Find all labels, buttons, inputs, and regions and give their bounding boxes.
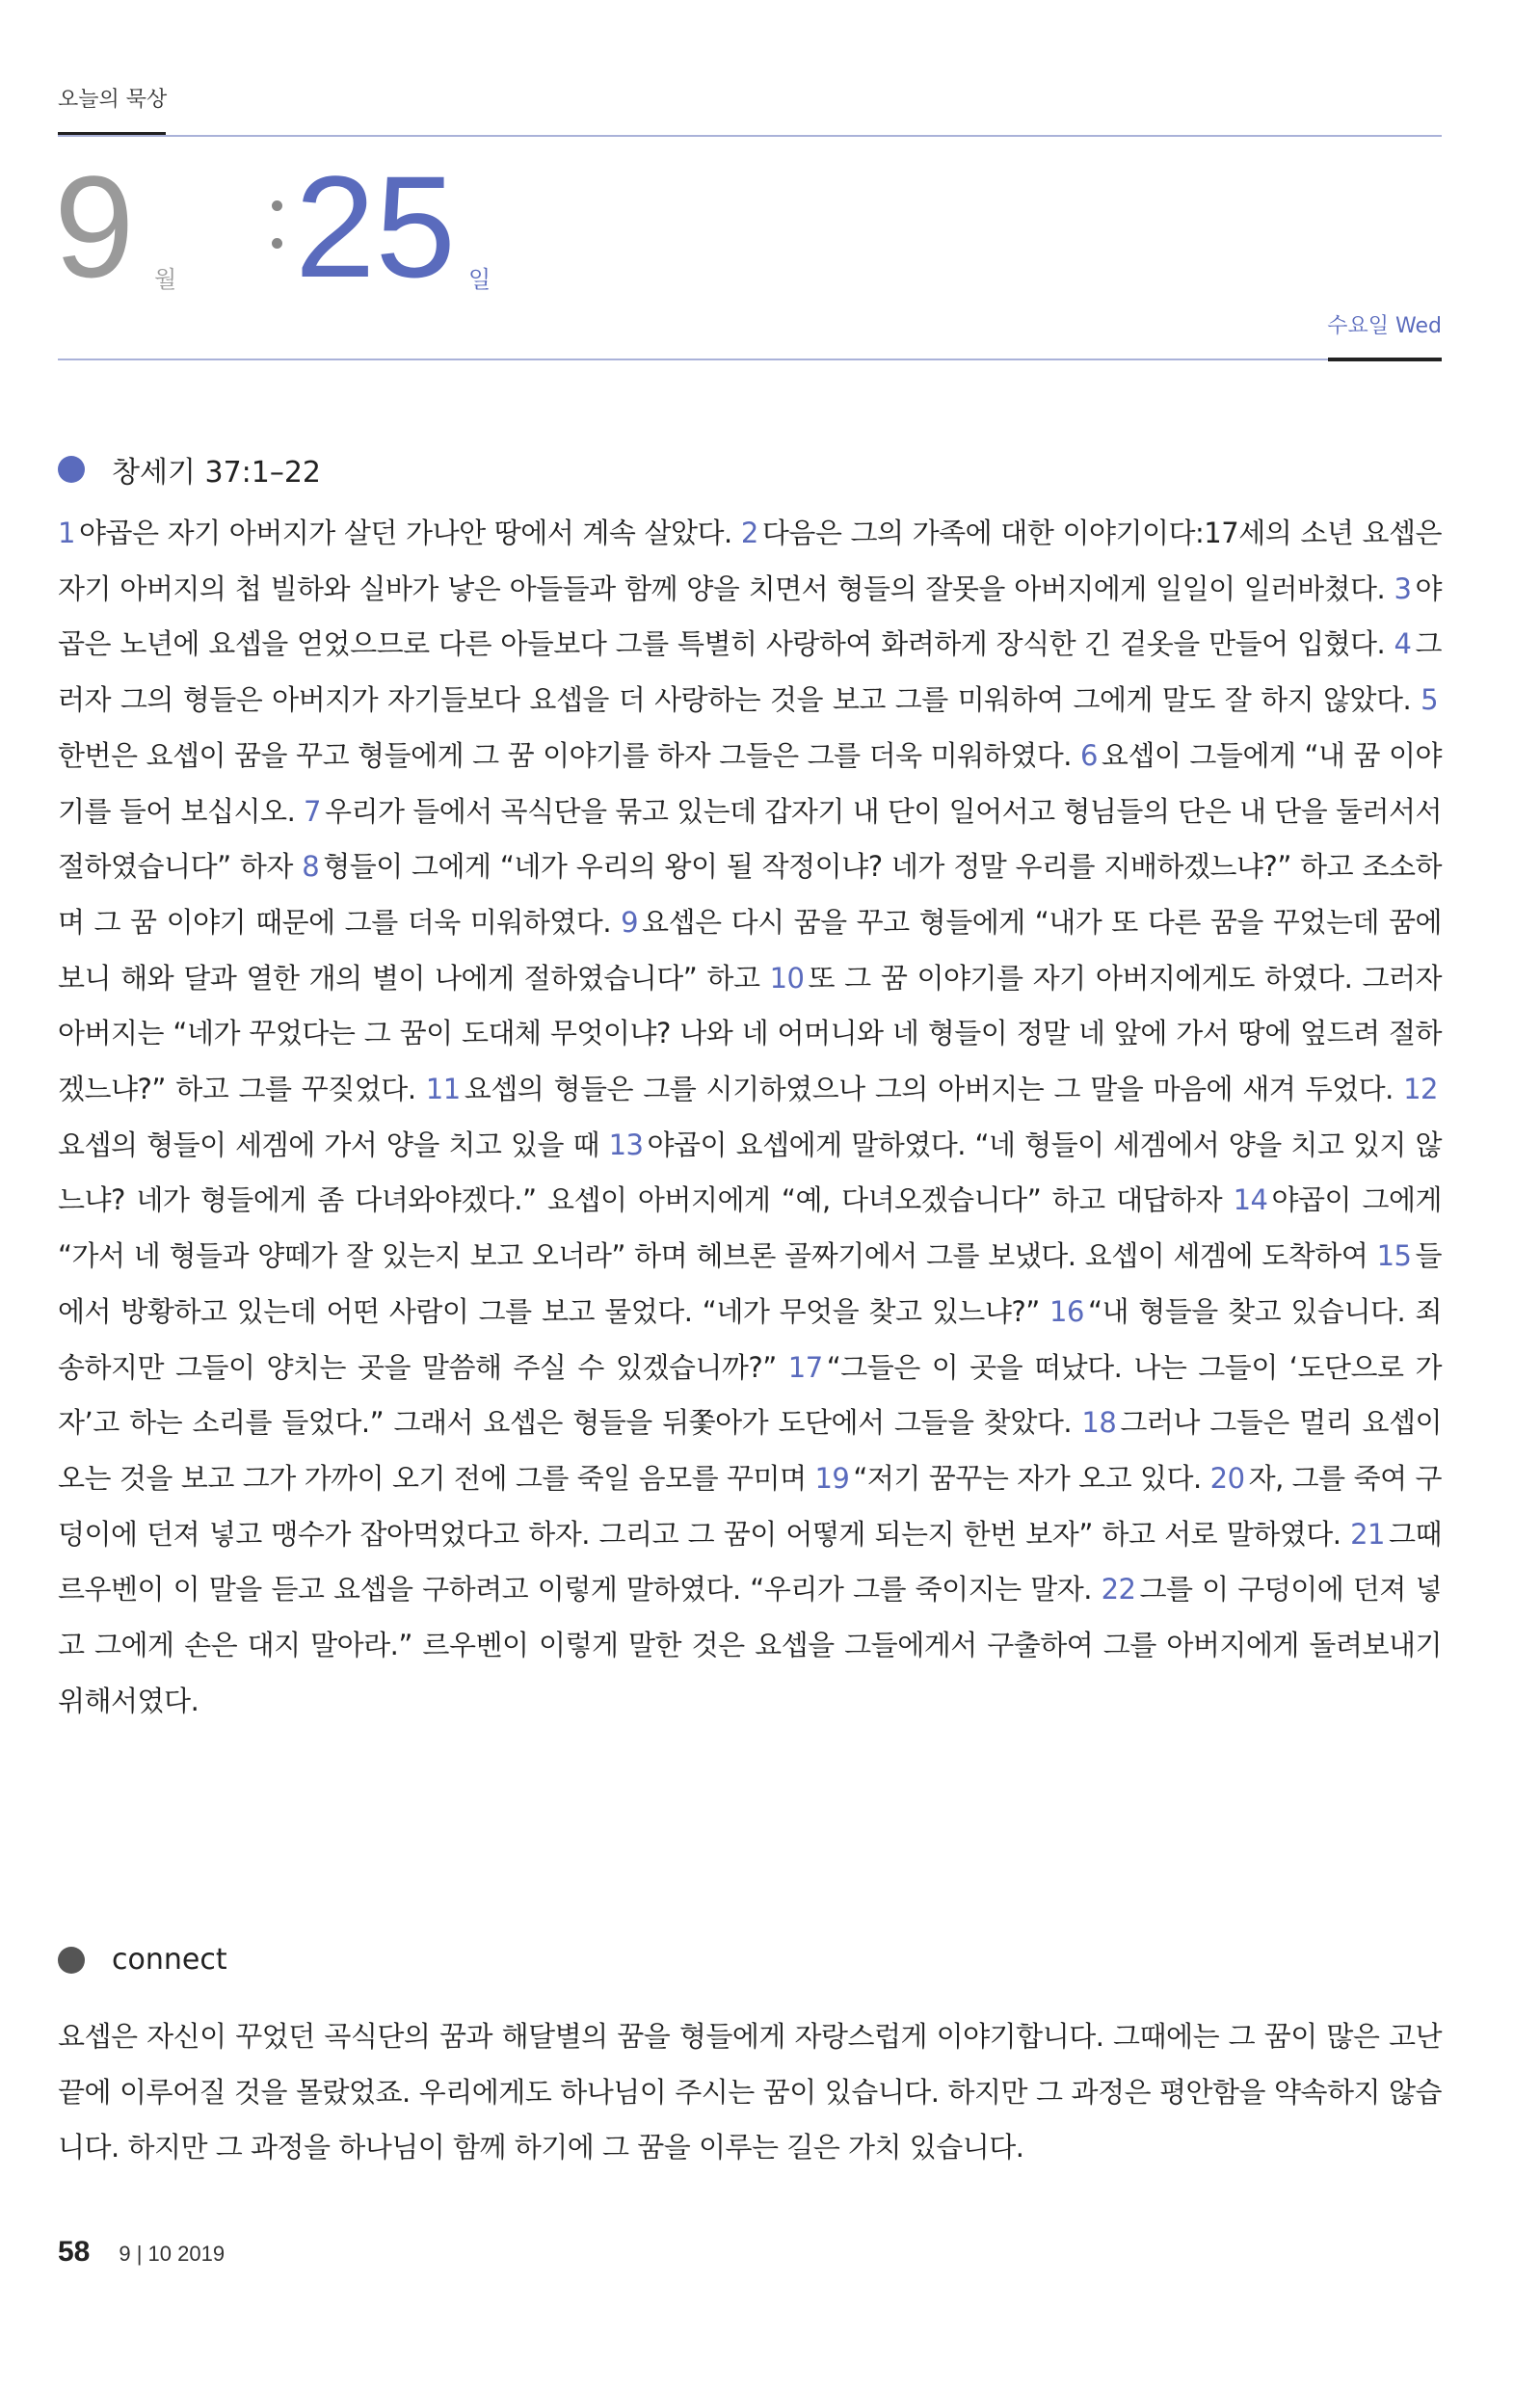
verse-number: 11 [425,1073,461,1106]
verse-text: 야곱이 요셉에게 말하였다. “네 형들이 세겜에서 양을 치고 있지 않느냐? 네가 형들에게 좀 다녀와야겠다.” 요셉이 아버지에게 “예, 다녀오겠습니다” 하고 대답하자 [58,1128,1443,1217]
verse-text: 요셉은 다시 꿈을 꾸고 형들에게 “내가 또 다른 꿈을 꾸었는데 꿈에 보니 해와 달과 열한 개의 별이 나에게 절하였습니다” 하고 [58,905,1443,995]
verse-number: 22 [1101,1573,1136,1607]
verse-text: “내 형들을 찾고 있습니다. 죄송하지만 그들이 양치는 곳을 말씀해 주실 수 있겠습니까?” [58,1294,1442,1384]
verse [814,1462,1201,1495]
verse-text: 요셉이 그들에게 “내 꿈 이야기를 들어 보십시오. [58,738,1442,828]
verse-text: 형들이 그에게 “네가 우리의 왕이 될 작정이냐? 네가 정말 우리를 지배하겠느냐?” 하고 조소하며 그 꿈 이야기 때문에 그를 더욱 미워하였다. [58,850,1443,939]
verse-number: 18 [1081,1406,1117,1440]
verse-number: 20 [1209,1461,1245,1495]
verse-number: 4 [1394,627,1412,661]
verse [58,517,732,549]
verse-number: 5 [1421,683,1439,717]
verse-text: “저기 꿈꾸는 자가 오고 있다. [853,1461,1202,1495]
bullet-dot-icon [58,1947,85,1974]
issue-date: 9 | 10 2019 [119,2242,226,2266]
verse-number: 2 [740,517,758,549]
date-day: 25 [295,146,456,307]
verse-number: 19 [814,1461,850,1495]
verse-text: 우리가 들에서 곡식단을 묶고 있는데 갑자기 내 단이 일어서고 형님들의 단은 내 단을 둘러서서 절하였습니다” 하자 [58,794,1442,884]
top-rule [58,135,1442,137]
verse-text: 야곱은 자기 아버지가 살던 가나안 땅에서 계속 살았다. [78,517,732,549]
verse-number: 21 [1350,1517,1385,1551]
verse-number: 8 [302,850,320,884]
verse-text: “그들은 이 곳을 떠났다. 나는 그들이 ‘도단으로 가자’고 하는 소리를 들었다.” 그래서 요셉은 형들을 뒤쫓아가 도단에서 그들을 찾았다. [58,1350,1442,1440]
verse-number: 3 [1394,571,1412,605]
date-day-unit: 일 [468,266,491,293]
verse-text: 야곱이 그에게 “가서 네 형들과 양떼가 잘 있는지 보고 오너라” 하며 헤브론 골짜기에서 그를 보냈다. 요셉이 세겜에 도착하여 [58,1183,1443,1273]
verse-number: 6 [1079,738,1098,772]
connect-text: 요셉은 자신이 꾸었던 곡식단의 꿈과 해달별의 꿈을 형들에게 자랑스럽게 이야기합니다. 그때에는 그 꿈이 많은 고난 끝에 이루어질 것을 몰랐었죠. 우리에게도 하나님이 주시는 꿈이 있습니다. 하지만 그 과정은 평안함을 약속하지 않습니다. 하지만 그 과정을 하나님이 함께 하기에 그 꿈을 이루는 길은 가치 있습니다. [58,2020,1442,2164]
weekday-label: 수요일 Wed [1327,314,1442,338]
date-colon [272,200,283,276]
verse-text: 자, 그를 죽여 구덩이에 던져 넣고 맹수가 잡아먹었다고 하자. 그리고 그 꿈이 어떻게 되는지 한번 보자” 하고 서로 말하였다. [58,1461,1442,1551]
verse-text: 그러나 그들은 멀리 요셉이 오는 것을 보고 그가 가까이 오기 전에 그를 죽일 음모를 꾸미며 [58,1406,1443,1495]
verse-number: 14 [1233,1183,1268,1217]
verse [426,1073,1394,1105]
verse-text: 또 그 꿈 이야기를 자기 아버지에게도 하였다. 그러자 아버지는 “네가 꾸었다는 그 꿈이 도대체 무엇이냐? 나와 네 어머니와 네 형들이 정말 네 앞에 가서 땅에 엎드려 절하겠느냐?” 하고 그를 꾸짖었다. [58,961,1443,1106]
verse-number: 12 [1403,1073,1438,1106]
connect-title: connect [112,1943,227,1977]
verse-text: 한번은 요셉이 꿈을 꾸고 형들에게 그 꿈 이야기를 하자 그들은 그를 더욱 미워하였다. [58,738,1072,772]
verse-number: 10 [769,961,805,995]
bottom-rule [58,358,1442,360]
verse-text: 들에서 방황하고 있는데 어떤 사람이 그를 보고 물었다. “네가 무엇을 찾고 있느냐?” [58,1239,1442,1328]
scripture-heading [58,448,321,491]
verse-text: 그를 이 구덩이에 던져 넣고 그에게 손은 대지 말아라.” 르우벤이 이렇게 말한 것은 요셉을 그들에게서 구출하여 그를 아버지에게 돌려보내기 위해서였다. [58,1573,1443,1717]
weekday-underline [1328,358,1442,361]
footer [58,2236,225,2269]
verse-number: 1 [58,517,75,549]
verse-text: 요셉의 형들은 그를 시기하였으나 그의 아버지는 그 말을 마음에 새겨 두었다. [464,1073,1394,1106]
verse-number: 16 [1049,1294,1084,1328]
verse-text: 다음은 그의 가족에 대한 이야기이다:17세의 소년 요셉은 자기 아버지의 첩 빌하와 실바가 낳은 아들들과 함께 양을 치면서 형들의 잘못을 아버지에게 일일이 일러바쳤다. [58,517,1443,605]
verse-text: 그때 르우벤이 이 말을 듣고 요셉을 구하려고 이렇게 말하였다. “우리가 그를 죽이지는 말자. [58,1517,1443,1607]
verse-text: 그러자 그의 형들은 아버지가 자기들보다 요셉을 더 사랑하는 것을 보고 그를 미워하여 그에게 말도 잘 하지 않았다. [58,627,1442,717]
verse-number: 15 [1376,1239,1412,1273]
date-month-unit: 월 [154,266,177,293]
verse-number: 7 [304,794,321,828]
scripture-reference: 창세기 37:1–22 [112,456,322,490]
scripture-text [58,506,1442,1729]
verse-text: 요셉의 형들이 세겜에 가서 양을 치고 있을 때 [58,1128,600,1161]
verse-number: 17 [787,1350,823,1384]
bullet-dot-icon [58,456,85,483]
connect-heading [58,1943,227,1977]
header-label: 오늘의 묵상 [58,88,168,112]
page-number: 58 [58,2236,91,2268]
verse-text: 야곱은 노년에 요셉을 얻었으므로 다른 아들보다 그를 특별히 사랑하여 화려하게 장식한 긴 겉옷을 만들어 입혔다. [58,571,1442,661]
verse-number: 9 [621,905,639,939]
date-month: 9 [54,146,135,307]
verse-number: 13 [608,1128,644,1161]
